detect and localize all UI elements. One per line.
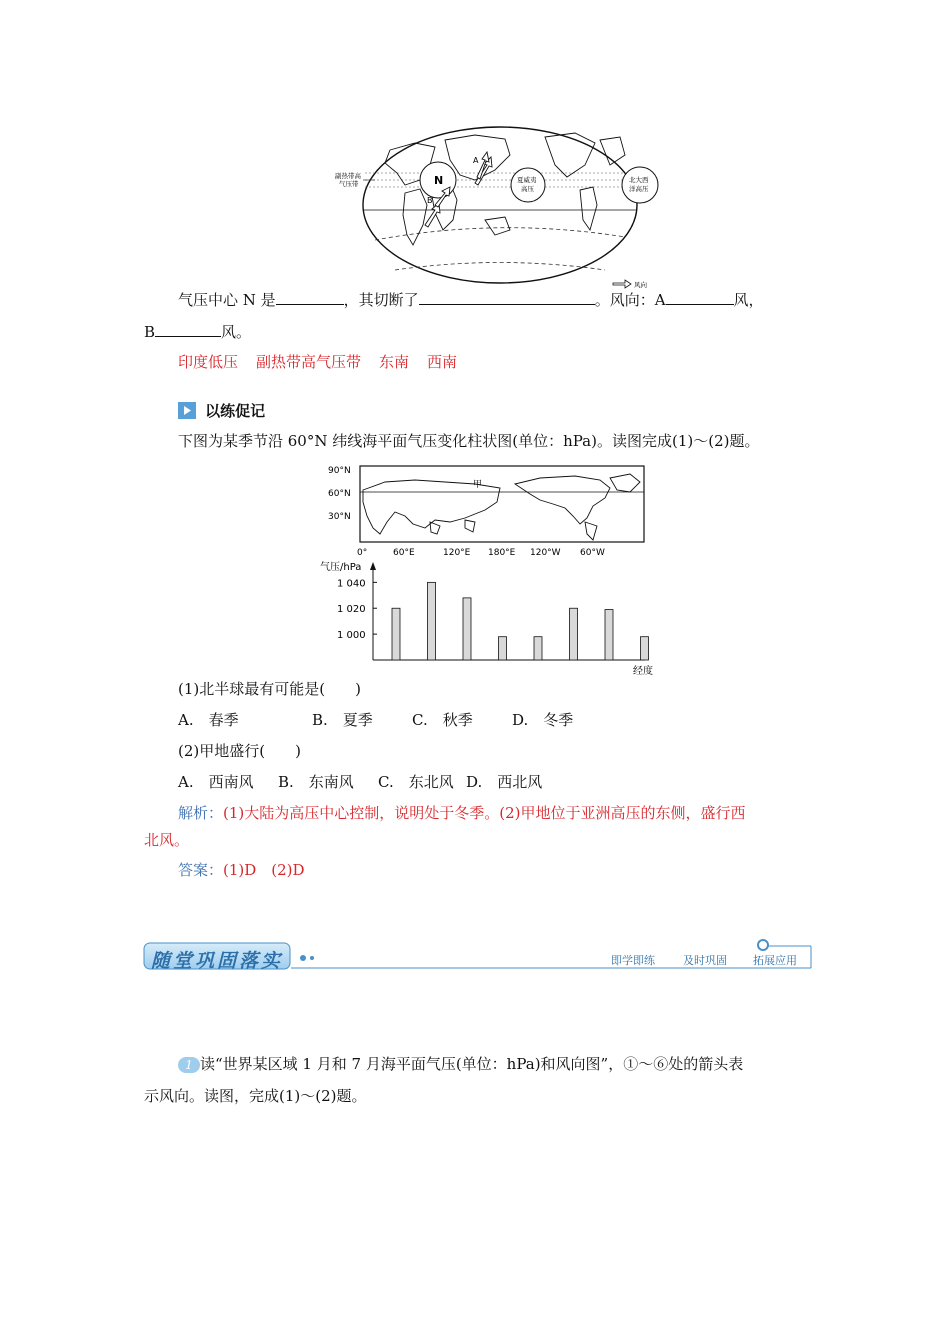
analysis-line-1: 解析：(1)大陆为高压中心控制，说明处于冬季。(2)甲地位于亚洲高压的东侧，盛行西 [178, 804, 746, 822]
q1-option-d[interactable]: D. 冬季 [512, 711, 574, 729]
y-tick-label: 1 040 [337, 578, 366, 590]
map1-label-mid-2: 高压 [521, 185, 534, 193]
pressure-map-figure [335, 125, 665, 290]
lat-label-30: 30°N [328, 512, 351, 522]
blank-cut[interactable] [419, 290, 595, 305]
blank-n[interactable] [276, 290, 344, 305]
q1-stem: (1)北半球最有可能是( ) [178, 680, 361, 698]
lon-label-60e: 60°E [393, 548, 415, 557]
banner-right-3[interactable]: 拓展应用 [753, 954, 797, 967]
section-banner [143, 938, 813, 972]
next-question-line-2: 示风向。读图，完成(1)～(2)题。 [144, 1087, 367, 1105]
pressure-bar [534, 637, 542, 660]
pressure-bar [463, 598, 471, 660]
fill-line-2: B 风。 [144, 323, 252, 341]
answer-2: 答案：(1)D (2)D [178, 861, 305, 879]
map1-label-left-2: 气压带 [339, 180, 359, 188]
lat-label-90: 90°N [328, 466, 351, 476]
pressure-bar-chart-svg [315, 558, 665, 678]
practice-title: 以练促记 [205, 401, 266, 420]
map1-label-a: A [473, 156, 479, 165]
latlon-map [325, 462, 655, 557]
latlon-map-figure [325, 462, 655, 557]
q2-option-b[interactable]: B. 东南风 [278, 773, 354, 791]
blank-b[interactable] [155, 322, 221, 337]
pressure-bar [605, 610, 613, 660]
pressure-bar-chart [315, 558, 665, 678]
q1-option-c[interactable]: C. 秋季 [412, 711, 473, 729]
banner-title: 随堂巩固落实 [151, 950, 284, 972]
play-icon [178, 402, 196, 419]
map1-label-right-2: 洋高压 [629, 185, 649, 193]
lon-label-180e: 180°E [488, 548, 516, 557]
next-question-line-1: 1 读“世界某区域 1 月和 7 月海平面气压(单位：hPa)和风向图”，①～⑥处的箭头表 [178, 1054, 743, 1074]
q1-option-a[interactable]: A. 春季 [178, 711, 239, 729]
map1-label-n: N [434, 174, 444, 187]
q2-option-a[interactable]: A. 西南风 [178, 773, 254, 791]
practice-header [178, 400, 265, 420]
fill-line-1: 气压中心 N 是 ，其切断了 。风向：A 风， [178, 291, 764, 309]
q2-option-d[interactable]: D. 西北风 [466, 773, 543, 791]
banner-right-2[interactable]: 及时巩固 [683, 954, 727, 967]
q1-option-b[interactable]: B. 夏季 [312, 711, 373, 729]
lon-label-0: 0° [357, 548, 368, 557]
chart-xlabel: 经度 [633, 666, 653, 677]
lon-label-120w: 120°W [530, 548, 561, 557]
lon-label-60w: 60°W [580, 548, 605, 557]
map1-label-right-1: 北大西 [629, 176, 649, 184]
map1-label-mid-1: 夏威夷 [517, 176, 537, 184]
analysis-line-2: 北风。 [144, 831, 190, 849]
y-tick-label: 1 000 [337, 630, 366, 642]
q2-stem: (2)甲地盛行( ) [178, 742, 301, 760]
pressure-bar [428, 582, 436, 660]
map1-legend: 风向 [634, 281, 647, 289]
question-number-icon: 1 [178, 1057, 200, 1073]
answer-label: 答案： [178, 861, 224, 879]
answer-1: 印度低压 副热带高气压带 东南 西南 [178, 353, 458, 371]
pressure-bar [499, 637, 507, 660]
pressure-map [335, 125, 665, 290]
lon-label-120e: 120°E [443, 548, 471, 557]
map1-label-left-1: 副热带高 [335, 172, 361, 180]
pressure-bar [570, 608, 578, 660]
blank-a[interactable] [666, 290, 734, 305]
y-tick-label: 1 020 [337, 604, 366, 616]
q2-option-c[interactable]: C. 东北风 [378, 773, 454, 791]
chart-ylabel: 气压/hPa [320, 562, 362, 573]
practice-intro: 下图为某季节沿 60°N 纬线海平面气压变化柱状图(单位：hPa)。读图完成(1)～(2)题。 [178, 432, 760, 450]
pressure-bar [392, 608, 400, 660]
map1-label-b: B [427, 196, 433, 205]
banner-right-1[interactable]: 即学即练 [611, 954, 655, 967]
analysis-label: 解析： [178, 804, 224, 822]
pressure-bar [641, 637, 649, 660]
lat-label-60: 60°N [328, 489, 351, 499]
map2-marker: 甲 [473, 480, 483, 490]
